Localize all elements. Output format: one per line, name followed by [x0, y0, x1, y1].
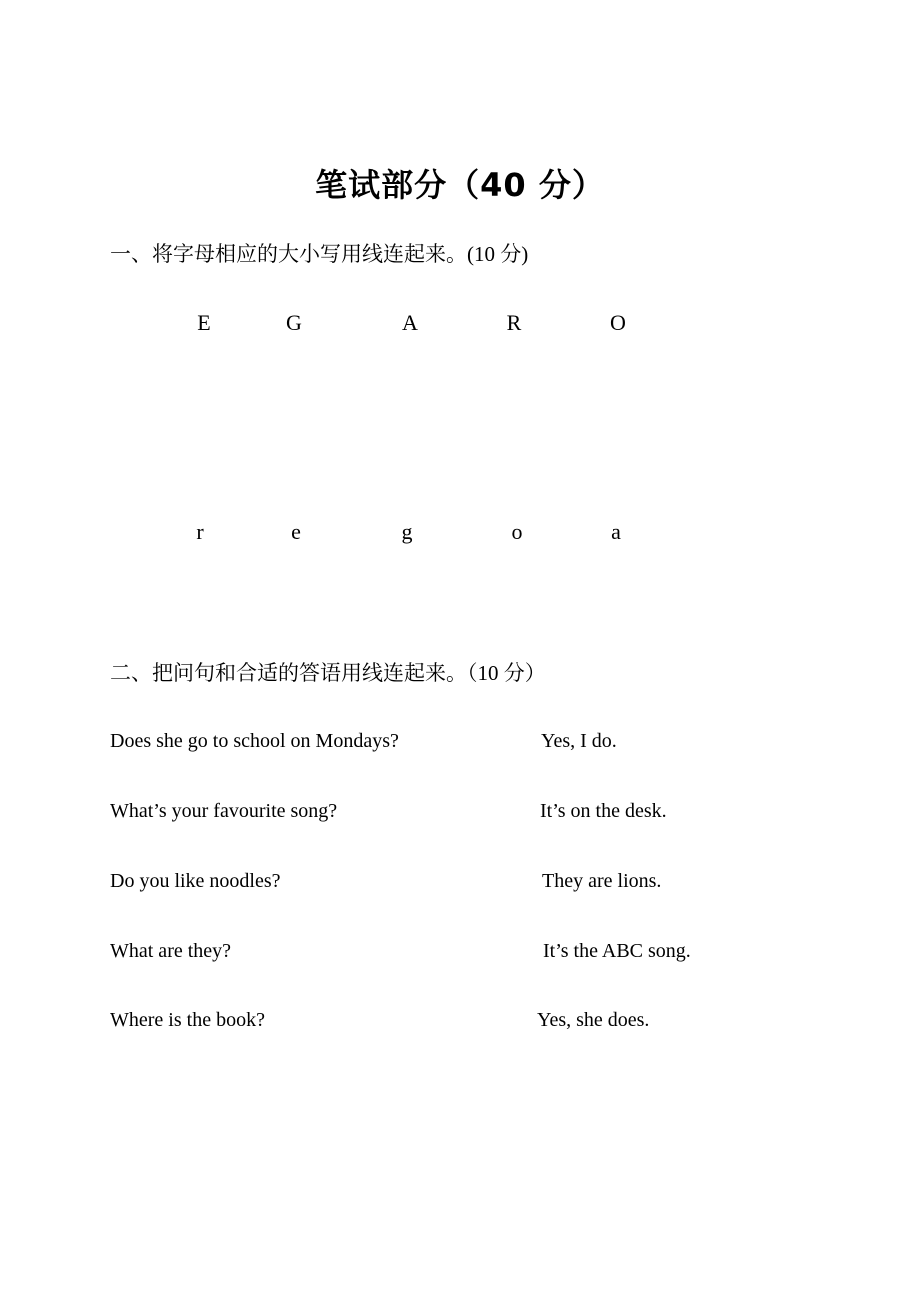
uppercase-letter[interactable]: A	[402, 310, 418, 335]
question-item[interactable]: Does she go to school on Mondays?	[110, 730, 399, 752]
lowercase-letter[interactable]: o	[511, 519, 523, 544]
page-title: 笔试部分（40 分）	[315, 166, 605, 204]
section-1-heading: 一、将字母相应的大小写用线连起来。(10 分)	[110, 242, 529, 266]
lowercase-letter[interactable]: a	[611, 519, 621, 544]
uppercase-letter[interactable]: R	[506, 310, 522, 335]
question-item[interactable]: What’s your favourite song?	[110, 800, 338, 822]
section-2-heading: 二、把问句和合适的答语用线连起来。（10 分）	[110, 661, 546, 685]
uppercase-letter[interactable]: G	[286, 310, 302, 335]
answer-item[interactable]: It’s on the desk.	[540, 800, 667, 822]
question-item[interactable]: Where is the book?	[110, 1009, 265, 1031]
question-item[interactable]: Do you like noodles?	[110, 870, 281, 892]
question-item[interactable]: What are they?	[110, 940, 232, 962]
lowercase-letter[interactable]: r	[196, 519, 204, 544]
answer-item[interactable]: It’s the ABC song.	[543, 940, 691, 962]
uppercase-letter[interactable]: E	[197, 310, 211, 335]
answer-item[interactable]: They are lions.	[542, 870, 662, 892]
answer-item[interactable]: Yes, I do.	[541, 730, 617, 752]
lowercase-letter[interactable]: e	[291, 519, 301, 544]
lowercase-letter[interactable]: g	[401, 519, 413, 544]
answer-item[interactable]: Yes, she does.	[537, 1009, 650, 1031]
uppercase-letter[interactable]: O	[610, 310, 626, 335]
